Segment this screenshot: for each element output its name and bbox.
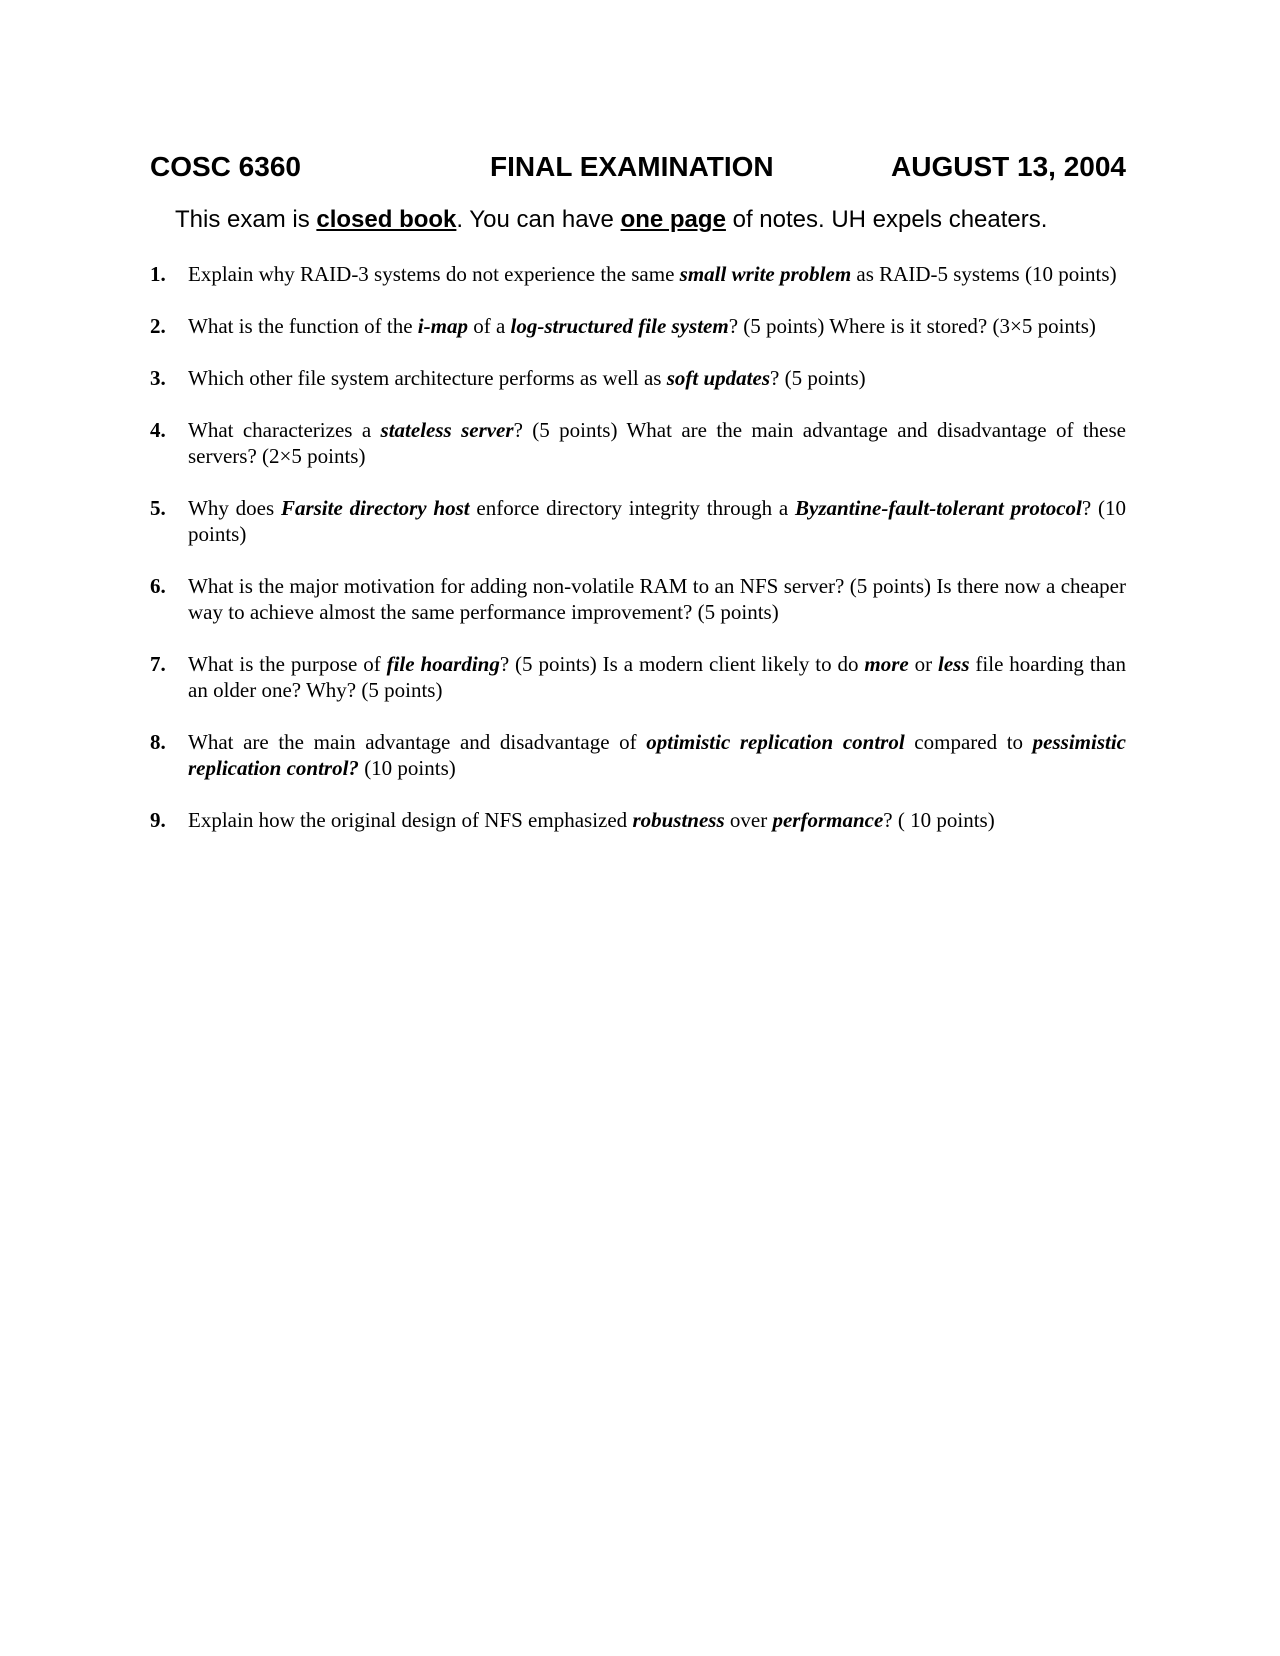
exam-title: FINAL EXAMINATION xyxy=(490,151,774,182)
question-text xyxy=(188,574,1126,624)
emphasized-term: log-structured file system xyxy=(510,314,729,339)
question-text xyxy=(188,314,1096,338)
emphasized-term: Byzantine-fault-tolerant protocol xyxy=(795,496,1082,521)
emphasized-term: more xyxy=(864,652,909,677)
question-text-segment: or xyxy=(908,652,939,677)
notice-text: . You can have xyxy=(456,206,621,233)
question-text-segment: ? (5 points) Is a modern client likely to do xyxy=(499,652,865,677)
question-text-segment: enforce directory integrity through a xyxy=(469,496,796,521)
question-text-segment: compared to xyxy=(904,730,1033,755)
exam-date: AUGUST 13, 2004 xyxy=(891,151,1126,182)
question-item xyxy=(150,573,1126,625)
question-text xyxy=(188,418,1126,468)
question-number: 3. xyxy=(150,366,166,391)
question-text-segment: file hoarding than an older one? Why? (5 points) xyxy=(188,652,1126,703)
question-text xyxy=(188,730,1126,780)
question-text xyxy=(188,496,1126,546)
question-text-segment: What is the purpose of xyxy=(188,652,387,677)
question-text-segment: ? (10 points) xyxy=(188,496,1126,547)
emphasized-term: small write problem xyxy=(679,262,852,287)
notice-closed-book: closed book xyxy=(316,206,457,233)
emphasized-term: less xyxy=(938,652,970,677)
question-text-segment: Explain why RAID-3 systems do not experience the same xyxy=(188,262,680,287)
question-number: 1. xyxy=(150,262,166,287)
question-text-segment: Why does xyxy=(188,496,281,521)
question-item xyxy=(150,261,1126,287)
question-number: 6. xyxy=(150,574,166,599)
question-text-segment: ? (5 points) xyxy=(770,366,866,391)
question-text-segment: What are the main advantage and disadvantage of xyxy=(188,730,647,755)
question-item xyxy=(150,417,1126,469)
question-text-segment: What is the major motivation for adding non-volatile RAM to an NFS server? (5 points) Is there now a cheaper way to achieve almost the same performance improvement? (5 points) xyxy=(188,574,1126,625)
question-text-segment: ? (5 points) What are the main advantage and disadvantage of these servers? (2×5 points) xyxy=(188,418,1126,469)
question-number: 5. xyxy=(150,496,166,521)
question-text xyxy=(188,262,1117,286)
question-number: 7. xyxy=(150,652,166,677)
exam-header xyxy=(150,140,1126,190)
question-text-segment: as RAID-5 systems (10 points) xyxy=(851,262,1117,287)
question-number: 9. xyxy=(150,808,166,833)
question-text-segment: ? ( 10 points) xyxy=(883,808,995,833)
question-text xyxy=(188,652,1126,702)
question-number: 2. xyxy=(150,314,166,339)
question-text-segment: What is the function of the xyxy=(188,314,418,339)
emphasized-term: soft updates xyxy=(666,366,770,391)
exam-notice xyxy=(175,204,1126,235)
emphasized-term: performance xyxy=(772,808,884,833)
question-text-segment: What characterizes a xyxy=(188,418,381,443)
question-text xyxy=(188,808,995,832)
emphasized-term: i-map xyxy=(417,314,468,339)
question-text-segment: Explain how the original design of NFS emphasized xyxy=(188,808,633,833)
question-item xyxy=(150,313,1126,339)
emphasized-term: pessimistic replication control? xyxy=(188,730,1127,781)
question-item xyxy=(150,807,1126,833)
question-item xyxy=(150,729,1126,781)
question-item xyxy=(150,365,1126,391)
question-text-segment: over xyxy=(724,808,773,833)
emphasized-term: stateless server xyxy=(380,418,514,443)
emphasized-term: Farsite directory host xyxy=(280,496,470,521)
question-text xyxy=(188,366,866,390)
course-code: COSC 6360 xyxy=(150,151,301,182)
exam-page xyxy=(150,140,1126,859)
question-item xyxy=(150,495,1126,547)
question-text-segment: Which other file system architecture performs as well as xyxy=(188,366,667,391)
emphasized-term: file hoarding xyxy=(386,652,500,677)
notice-one-page: one page xyxy=(620,206,726,233)
emphasized-term: optimistic replication control xyxy=(646,730,905,755)
notice-text: This exam is xyxy=(175,206,317,233)
question-item xyxy=(150,651,1126,703)
question-text-segment: (10 points) xyxy=(358,756,456,781)
question-number: 4. xyxy=(150,418,166,443)
notice-text: of notes. UH expels cheaters. xyxy=(725,206,1048,233)
question-text-segment: ? (5 points) Where is it stored? (3×5 points) xyxy=(728,314,1096,339)
question-text-segment: of a xyxy=(467,314,511,339)
question-number: 8. xyxy=(150,730,166,755)
emphasized-term: robustness xyxy=(632,808,725,833)
question-list xyxy=(150,261,1126,833)
